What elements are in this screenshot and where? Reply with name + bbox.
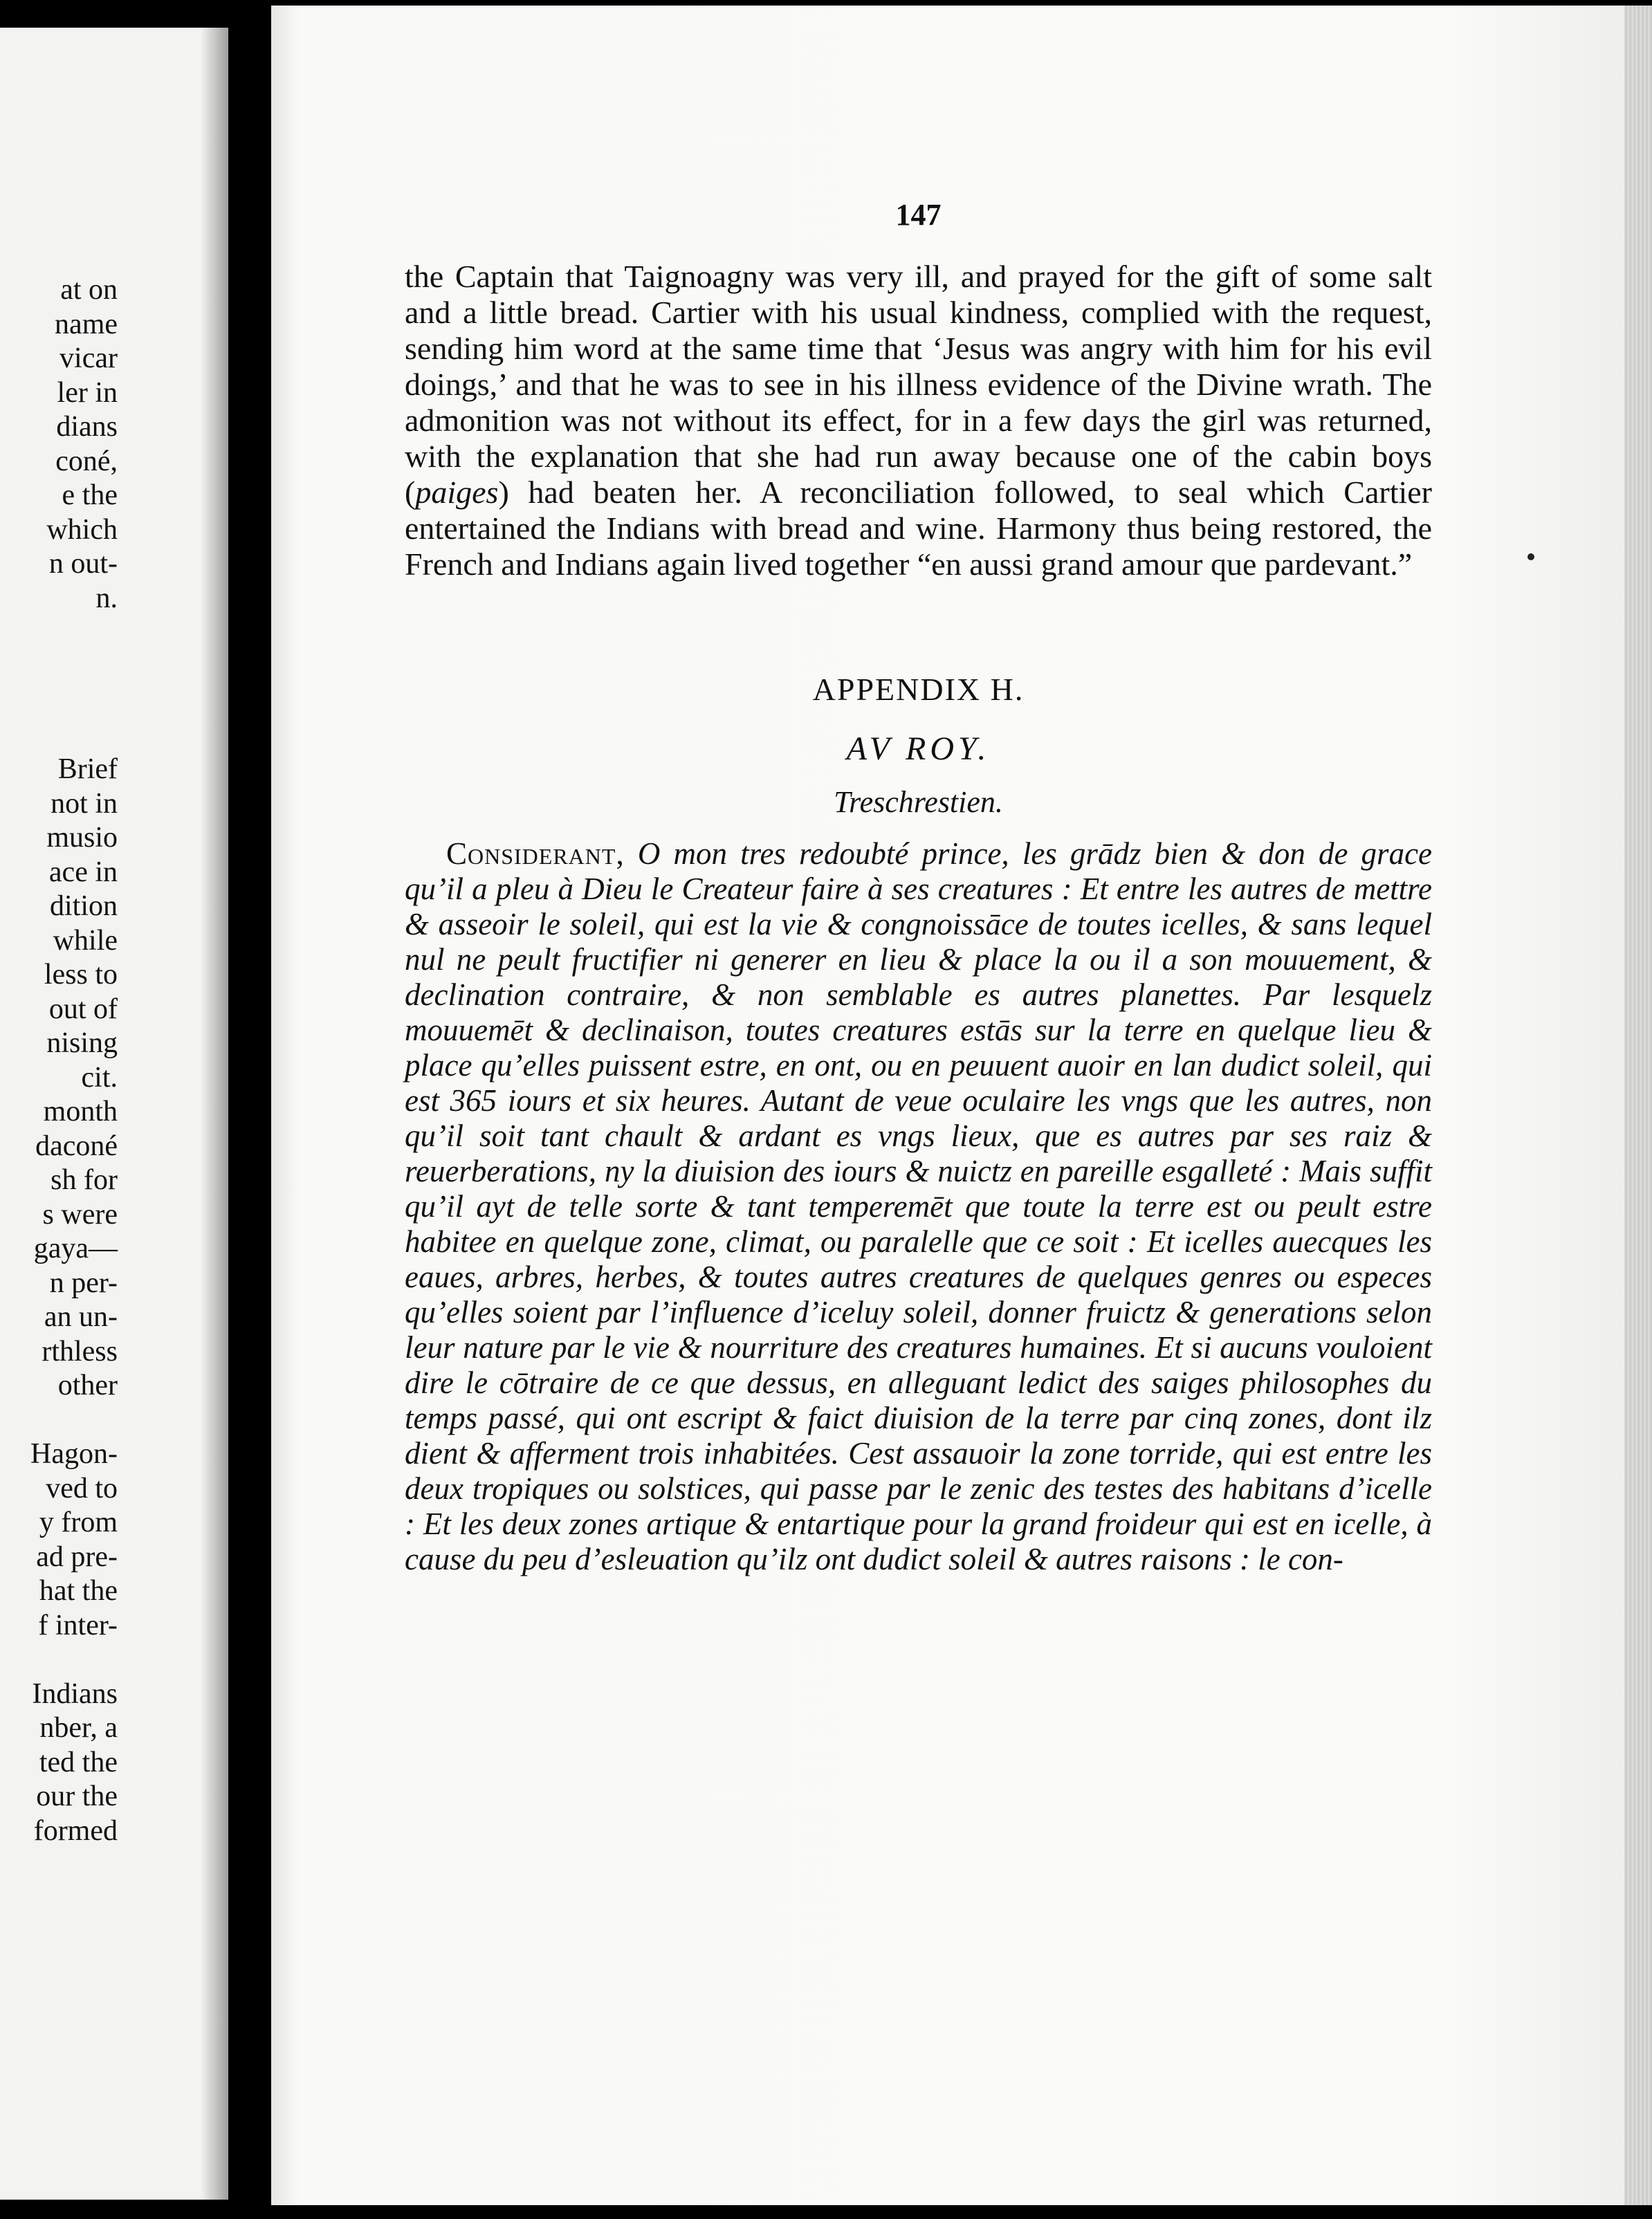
previous-page-line: Hagon-	[30, 1438, 118, 1470]
previous-page-line: ved to	[46, 1472, 118, 1504]
page-edge	[1624, 6, 1652, 2205]
previous-page-text	[30, 273, 118, 1848]
previous-page-line: n out-	[48, 548, 118, 580]
previous-page-line: ler in	[57, 376, 118, 409]
previous-page-line	[30, 616, 118, 650]
previous-page-line: formed	[33, 1814, 118, 1847]
appendix-heading: APPENDIX H.	[812, 672, 1025, 707]
previous-page-line: n.	[95, 582, 118, 614]
previous-page-line: not in	[51, 787, 118, 820]
dedication-heading: AV ROY.	[846, 730, 991, 767]
previous-page-line: coné,	[55, 445, 118, 477]
previous-page-line: less to	[44, 959, 118, 991]
previous-page-line	[30, 1403, 118, 1438]
previous-page-line: month	[43, 1096, 118, 1127]
previous-page-line: an un-	[44, 1301, 118, 1333]
french-body: O mon tres redoubté prince, les grādz bien & don de grace qu’il a pleu à Dieu le Createur faire à ses creatures : Et entre les autres de mettre & asseoir le soleil, qui est la vie & congnoissāce de toutes icelles, & sans lequel nul ne peult fructifier ni generer en lieu & place la ou il a son mouuement, & declination contraire, & non semblable es autres planettes. Par lesquelz mouuemēt & declinaison, toutes creatures estās sur la terre en quelque lieu & place qu’elles puissent estre, en ont, ou en peuuent auoir en lan dudict soleil, qui est 365 iours et six heures. Autant de veue oculaire les vngs que les autres, non qu’il soit tant chault & ardant es vngs lieux, que es autres par ses raiz & reuerberations, ny la diuision des iours & nuictz en pareille esgalleté : Mais suffit qu’il ayt de telle sorte & tant temperemēt que toute la terre est ou peult estre habitee en quelque zone, climat, ou paralelle que ce soit : Et icelles auecques les eaues, arbres, herbes, & toutes autres creatures de quelques genres ou especes qu’elles soient par l’influence d’iceluy soleil, donner fruictz & generations selon leur nature par le vie & nourriture des creatures humaines. Et si aucuns vouloient dire le cōtraire de ce que dessus, en alleguant ledict des saiges philosophes du temps passé, qui ont escript & faict diuision de la terre par cinq zones, dont ilz dient & afferment trois inhabitées. Cest assauoir la zone torride, qui est entre les deux tropiques ou solstices, qui passe par le zenic des testes des habitans d’icelle : Et les deux zones artique & entartique pour la grand froideur qui est en icelle, à cause du peu d’esleuation qu’ilz ont dudict soleil & autres raisons : le con-	[405, 836, 1433, 1576]
continuation-paragraph	[405, 259, 1432, 582]
previous-page-line: rthless	[42, 1335, 118, 1368]
previous-page-line: daconé	[35, 1130, 118, 1162]
previous-page-line	[30, 719, 118, 753]
page-number: 147	[895, 198, 942, 232]
previous-page-line: nber, a	[39, 1712, 118, 1744]
previous-page-line: nising	[46, 1027, 118, 1059]
previous-page-line: which	[46, 513, 118, 546]
page-content	[405, 197, 1432, 1577]
gutter-shadow	[201, 28, 228, 2200]
previous-page-line: y from	[39, 1507, 118, 1538]
previous-page-line: musio	[46, 822, 118, 854]
previous-page-line: f inter-	[38, 1609, 118, 1641]
previous-page-line: vicar	[59, 342, 118, 374]
previous-page-line	[30, 684, 118, 719]
previous-page-line: gaya—	[33, 1233, 118, 1264]
previous-page-line: name	[55, 308, 118, 340]
previous-page	[0, 28, 228, 2200]
lead-word: Considerant,	[446, 836, 625, 871]
previous-page-line: Brief	[57, 753, 118, 785]
previous-page-line: n per-	[49, 1267, 118, 1299]
previous-page-line: out of	[48, 993, 118, 1025]
previous-page-line: e the	[62, 479, 118, 511]
continuation-text: the Captain that Taignoagny was very ill, and prayed for the gift of some salt and a little bread. Cartier with his usual kindness, complied with the request, sending him word at the same time that ‘Jesus was angry with him for his evil doings,’ and that he was to see in his illness evidence of the Divine wrath. The admonition was not without its effect, for in a few days the girl was returned, with the explanation that she had run away because one of the cabin boys (	[405, 259, 1432, 510]
previous-page-line: dition	[49, 890, 118, 922]
previous-page-line	[30, 1643, 118, 1677]
previous-page-line: hat the	[39, 1575, 118, 1607]
french-paragraph	[405, 836, 1432, 1577]
previous-page-line: dians	[56, 411, 118, 443]
page-speck	[1527, 553, 1534, 560]
italic-term: paiges	[415, 475, 499, 510]
previous-page-line: at on	[60, 274, 118, 306]
dedication-subtitle: Treschrestien.	[834, 785, 1003, 819]
previous-page-line: Indians	[32, 1677, 118, 1710]
previous-page-line: our the	[36, 1780, 118, 1812]
previous-page-line: ace in	[48, 856, 118, 888]
previous-page-line: other	[57, 1370, 118, 1401]
previous-page-line: s were	[42, 1198, 118, 1231]
previous-page-line: cit.	[81, 1061, 118, 1094]
book-gutter	[228, 0, 270, 2219]
previous-page-line	[30, 650, 118, 685]
previous-page-line: ad pre-	[36, 1540, 118, 1573]
previous-page-line: sh for	[51, 1164, 118, 1196]
previous-page-line: ted the	[39, 1746, 118, 1778]
continuation-text-end: ) had beaten her. A reconciliation followed, to seal which Cartier entertained the Indians with bread and wine. Harmony thus being restored, the French and Indians again lived together “en aussi grand amour que pardevant.”	[405, 475, 1432, 582]
previous-page-line: while	[53, 924, 118, 957]
